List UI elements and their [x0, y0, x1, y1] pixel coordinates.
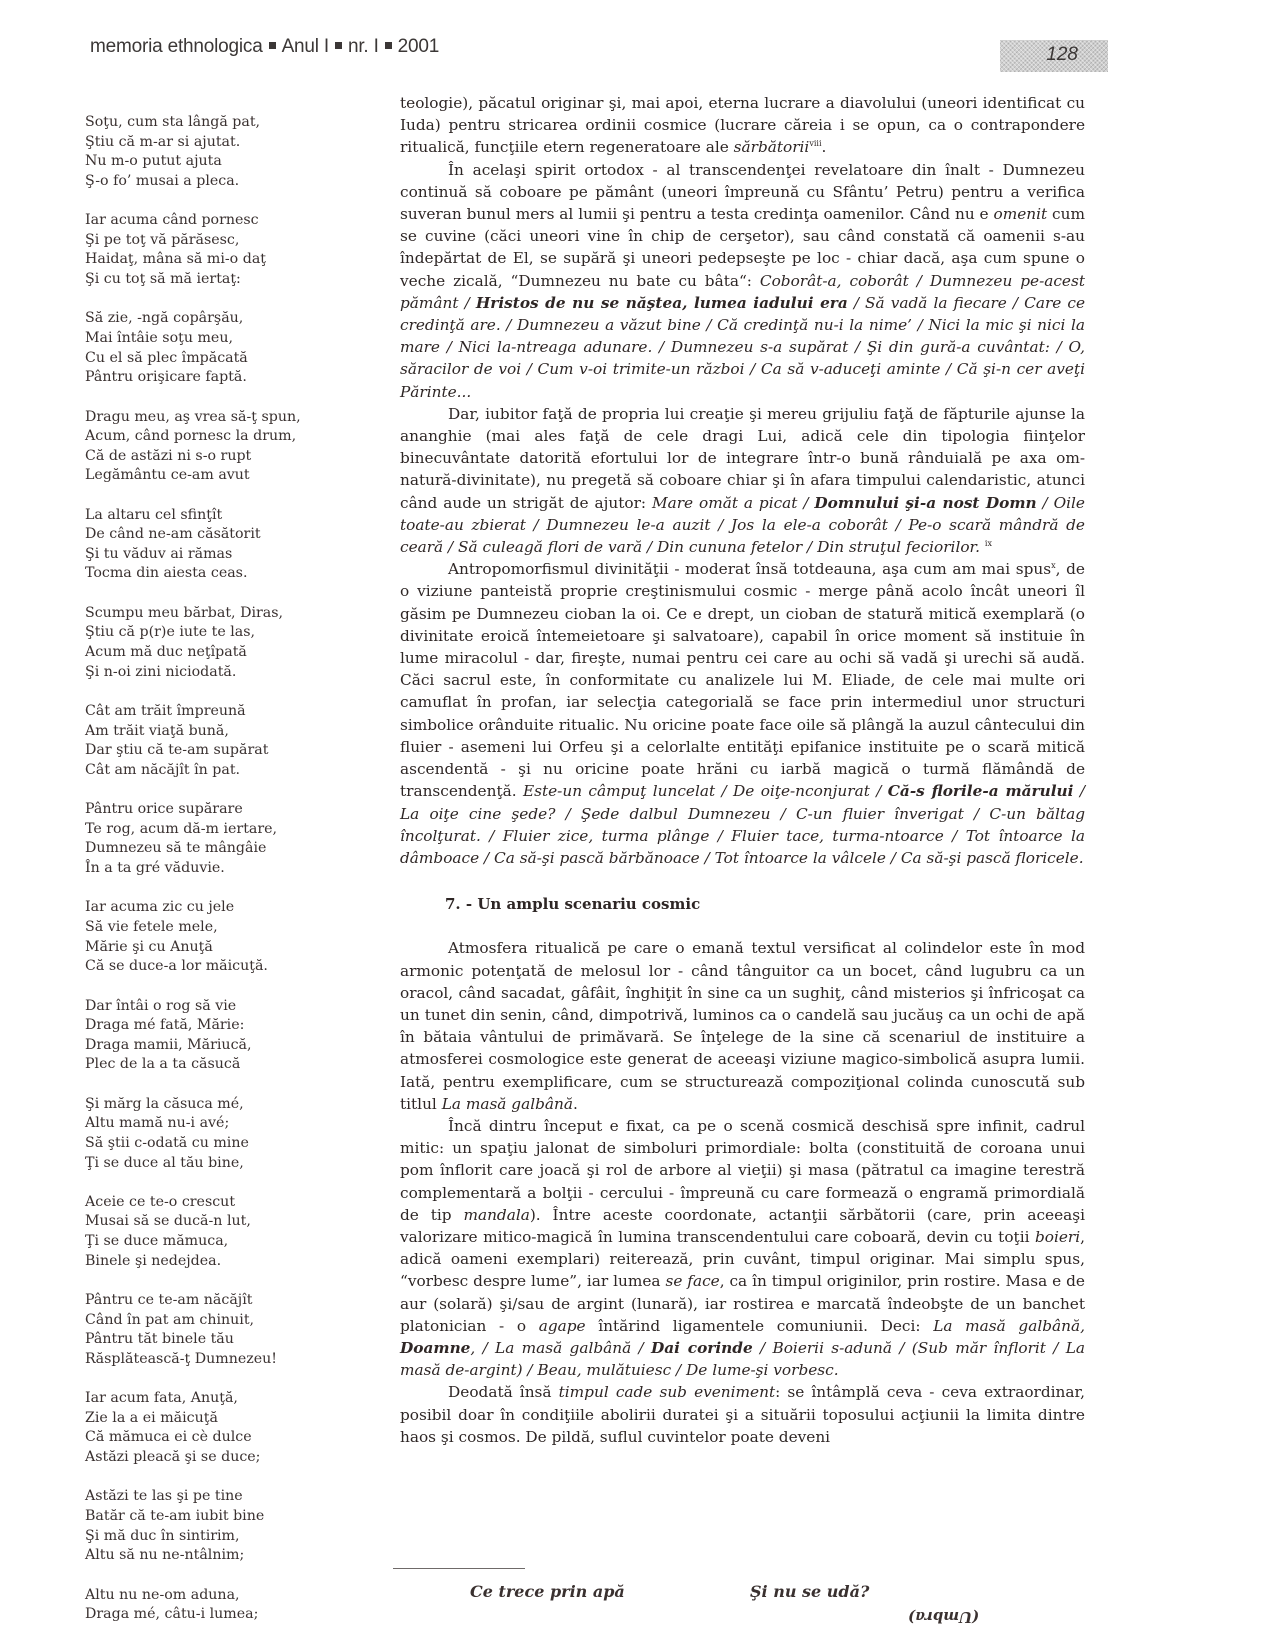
- text: , de o viziune panteistă proprie creştinismului cosmic - merge până acolo încât uneori îl găsim pe Dumnezeu cioban la oi. Ce e drept, un cioban de statură mitică exemplară (o divinitate eroică întemeietoare şi salvatoare), capabil în orice moment să instituie în lume miracolul - dar, fireşte, numai pentru cei care au ochi să vadă şi urechi să audă. Căci sacrul este, în conformitate cu analizele lui M. Eliade, de cele mai multe ori camuflat în profan, iar selecţia categorială se face prin intermediul unor structuri simbolice orânduite ritualic. Nu oricine poate face oile să plângă la auzul cântecului din fluier - asemeni lui Orfeu şi a celorlalte entităţi epifanice instituite pe o scară mitică ascendentă - şi nu oricine poate hrăni cu iarbă magică o turmă flămândă de transcendenţă.: [400, 560, 1085, 801]
- poem-line: Ştiu că m-ar si ajutat.: [85, 133, 241, 150]
- running-header: [90, 36, 439, 58]
- poem-stanza: [85, 1095, 365, 1173]
- poem-line: Scumpu meu bărbat, Diras,: [85, 604, 284, 621]
- paragraph: [400, 159, 1085, 403]
- footnote-divider: [393, 1568, 525, 1569]
- poem-line: Şi mă duc în sintirim,: [85, 1527, 240, 1544]
- paragraph: [400, 1115, 1085, 1381]
- carol-quote: Coborât-a, coborât / Dumnezeu pe-acest pământ /: [400, 271, 1085, 312]
- footnote-ref: ix: [984, 538, 992, 548]
- poem-stanza: [85, 408, 365, 486]
- poem-stanza: [85, 113, 365, 191]
- carol-quote: La masă galbână,: [933, 1316, 1085, 1335]
- poem-line: Legământu ce-am avut: [85, 467, 250, 484]
- poem-stanza: [85, 1193, 365, 1271]
- poem-stanza: [85, 211, 365, 289]
- poem-line: Dar întâi o rog să vie: [85, 997, 237, 1014]
- poem-line: De când ne-am căsătorit: [85, 526, 261, 543]
- poem-line: Cât am năcăjît în pat.: [85, 761, 241, 778]
- article-column: [400, 92, 1085, 1448]
- carol-quote: , / La masă galbână /: [470, 1338, 651, 1357]
- poem-line: Dumnezeu să te mângâie: [85, 840, 267, 857]
- poem-line: Cât am trăit împreună: [85, 703, 246, 720]
- carol-title: La masă galbână: [441, 1094, 573, 1113]
- poem-line: Tocma din aiesta ceas.: [85, 565, 248, 582]
- text: ). Între aceste coordonate, actanţii sărbătorii (care, prin aceeaşi valorizare mitico-magică în lumina transcendentului care coboară, devin cu toţii: [400, 1205, 1085, 1246]
- poem-line: Altu mamă nu-i avé;: [85, 1115, 230, 1132]
- poem-line: Mărie şi cu Anuţă: [85, 938, 213, 955]
- poem-line: Pântru orişicare faptă.: [85, 369, 247, 386]
- poem-line: Pântru tăt binele tău: [85, 1331, 234, 1348]
- poem-line: Iar acuma când pornesc: [85, 212, 259, 229]
- poem-line: Batăr că te-am iubit bine: [85, 1508, 265, 1524]
- poem-column: [85, 113, 365, 1645]
- carol-refrain: Doamne: [400, 1338, 471, 1357]
- poem-stanza: [85, 506, 365, 584]
- carol-refrain: Domnului şi-a nost Domn: [814, 493, 1037, 512]
- poem-line: Că de astăzi ni s-o rupt: [85, 447, 252, 464]
- poem-line: Răsplătească-ţ Dumnezeu!: [85, 1350, 277, 1367]
- text: .: [572, 1094, 578, 1113]
- poem-line: Dar ştiu că te-am supărat: [85, 742, 269, 759]
- poem-line: Să ştii c-odată cu mine: [85, 1134, 249, 1151]
- paragraph: [400, 558, 1085, 869]
- poem-line: Acum, când pornesc la drum,: [85, 428, 297, 445]
- italic-term: omenit: [993, 205, 1048, 224]
- poem-line: Astăzi pleacă şi se duce;: [85, 1449, 261, 1466]
- poem-stanza: [85, 1487, 365, 1565]
- section-heading: 7. - Un amplu scenariu cosmic: [445, 895, 701, 914]
- poem-stanza: [85, 1291, 365, 1369]
- poem-line: În a ta gré văduvie.: [85, 859, 225, 876]
- carol-quote: / Să vadă la fiecare / Care ce credinţă are. / Dumnezeu a văzut bine / Că credinţă nu-i la nime’ / Nici la mic şi nici la mare / Nici la-ntreaga adunare. / Dumnezeu s-a supărat / Şi din gură-a cuvântat: / O, săracilor de voi / Cum v-oi trimite-un război / Ca să v-aduceţi aminte / Că şi-n cer aveţi Părinte...: [400, 293, 1086, 401]
- paragraph: [400, 937, 1085, 1115]
- poem-line: Şi cu toţ să mă iertaţ:: [85, 270, 241, 287]
- poem-stanza: [85, 800, 365, 878]
- poem-line: Pântru orice supărare: [85, 801, 243, 818]
- carol-quote: / Boierii s-adună / (Sub măr înflorit / La masă de-argint) / Beau, mulătuiesc / De lume-şi vorbesc.: [400, 1338, 1085, 1380]
- text: , ca în timpul originilor, prin rostire. Masa e de aur (solară) şi/sau de argint (lunară), iar rostirea e marcată îndeobşte de un banchet platonician - o: [400, 1272, 1085, 1335]
- poem-line: Altu să nu ne-ntâlnim;: [85, 1547, 245, 1564]
- carol-refrain: Dai corinde: [651, 1338, 753, 1357]
- carol-quote: Mare omăt a picat /: [651, 493, 815, 512]
- poem-line: Plec de la a ta căsucă: [85, 1056, 241, 1073]
- text: cum se cuvine (căci uneori vine în chip de cerşetor), sau când constată că oamenii s-au îndepărtat de El, se supără şi uneori pedepseşte pe loc - chiar dacă, aşa cum spune o veche zicală, “Dumnezeu nu bate cu bâta“:: [400, 205, 1085, 290]
- poem-line: Te rog, acum dă-m iertare,: [85, 820, 278, 837]
- poem-line: Ţi se duce al tău bine,: [85, 1154, 244, 1171]
- poem-stanza: [85, 309, 365, 387]
- italic-term: sărbătorii: [733, 138, 810, 157]
- poem-line: Altu nu ne-om aduna,: [85, 1586, 240, 1603]
- poem-line: Astăzi te las şi pe tine: [85, 1488, 243, 1505]
- poem-line: Draga mamii, Măriucă,: [85, 1036, 252, 1053]
- poem-stanza: [85, 997, 365, 1075]
- poem-line: Că mămuca ei cè dulce: [85, 1429, 252, 1446]
- poem-line: Binele şi nedejdea.: [85, 1252, 222, 1269]
- italic-term: se face: [665, 1272, 720, 1291]
- poem-line: Nu m-o putut ajuta: [85, 153, 222, 170]
- poem-stanza: [85, 604, 365, 682]
- poem-line: Aceie ce te-o crescut: [85, 1193, 236, 1210]
- poem-stanza: [85, 1389, 365, 1467]
- text: Antropomorfismul divinităţii - moderat însă totdeauna, aşa cum am mai spus: [448, 560, 1052, 579]
- poem-line: Pântru ce te-am năcăjît: [85, 1292, 253, 1309]
- poem-line: Zie la a ei măicuţă: [85, 1409, 218, 1426]
- italic-term: timpul cade sub eveniment: [558, 1383, 776, 1402]
- text: În acelaşi spirit ortodox - al transcendenţei revelatoare din înalt - Dumnezeu continuă să coboare pe pământ (uneori împreună cu Sfântu’ Petru) pentru a verifica suveran bunul mers al lumii şi pentru a testa credinţa oamenilor. Când nu e: [400, 160, 1085, 224]
- text: teologie), păcatul originar şi, mai apoi, eterna lucrare a diavolului (uneori identificat cu Iuda) pentru stricarea ordinii cosmice (lucrare căreia i se opun, ca o contrapondere ritualică, funcţiile etern regeneratoare ale: [400, 94, 1085, 157]
- text: Încă dintru început e fixat, ca pe o scenă cosmică deschisă spre infinit, cadrul mitic: un spaţiu jalonat de simboluri primordiale: bolta (constituită de coroana unui pom înflorit care joacă şi rol de arbore al vieţii) şi masa (pătratul ca imagine terestră complementară a bolţii - cercului - împreună cu care formează o engramă primordială de tip: [400, 1116, 1085, 1224]
- poem-line: Şi pe toţ vă părăsesc,: [85, 231, 240, 248]
- poem-stanza: [85, 898, 365, 976]
- poem-line: Draga mé fată, Mărie:: [85, 1017, 245, 1034]
- paragraph: [400, 403, 1085, 558]
- poem-line: Iar acuma zic cu jele: [85, 899, 235, 916]
- poem-line: Ţi se duce mămuca,: [85, 1233, 229, 1250]
- volume-label: Anul I: [281, 36, 329, 57]
- carol-quote: / Oile toate-au zbierat / Dumnezeu le-a auzit / Jos la ele-a coborât / Pe-o scară mândră de ceară / Să culeagă flori de vară / Din cununa fetelor / Din struţul feciorilor.: [400, 493, 1085, 557]
- text: , adică oameni exemplari) reiterează, prin cuvânt, timpul originar. Mai simplu spus, “vorbesc despre lume”, iar lumea: [400, 1227, 1085, 1291]
- poem-stanza: [85, 702, 365, 780]
- year-label: 2001: [397, 36, 440, 57]
- riddle-question-part1: Ce trece prin apă: [470, 1582, 625, 1601]
- poem-line: Şi tu văduv ai rămas: [85, 545, 233, 562]
- page-number: 128: [1000, 40, 1108, 72]
- poem-stanza: [85, 1586, 365, 1625]
- poem-line: Când în pat am chinuit,: [85, 1311, 255, 1328]
- italic-term: boieri: [1034, 1227, 1081, 1246]
- journal-title: memoria ethnologica: [90, 36, 263, 57]
- poem-line: Draga mé, câtu-i lumea;: [85, 1606, 259, 1623]
- text: .: [821, 138, 827, 157]
- paragraph: [400, 92, 1085, 159]
- text: Deodată însă: [448, 1383, 559, 1402]
- poem-line: Dragu meu, aş vrea să-ţ spun,: [85, 408, 301, 425]
- poem-line: Ş-o fo’ musai a pleca.: [85, 172, 240, 189]
- footnote-ref: viii: [809, 139, 822, 149]
- italic-term: agape: [538, 1316, 586, 1335]
- poem-line: Am trăit viaţă bună,: [85, 722, 229, 739]
- square-bullet-icon: [335, 42, 342, 49]
- carol-quote: Este-un câmpuţ luncelat / De oiţe-nconjurat /: [522, 782, 888, 801]
- poem-line: La altaru cel sfinţît: [85, 506, 223, 523]
- text: Atmosfera ritualică pe care o emană textul versificat al colindelor este în mod armonic potenţată de melosul lor - când tânguitor ca un bocet, când lugubru ca un oracol, când sacadat, gâfâit, înghiţit în sine ca un sughiţ, când misterios şi înfricoşat ca un tunet din senin, când, dimpotrivă, luminos ca o candelă sau jucăuş ca un ochi de apă în bătaia vântului de primăvară. Se înţelege de la sine că scenariul de instituire a atmosferei cosmologice este generat de aceeaşi viziune magico-simbolică asupra lumii. Iată, pentru exemplificare, cum se structurează compoziţional colinda cunoscută sub titlul: [400, 939, 1085, 1113]
- poem-line: Ştiu că p(r)e iute te las,: [85, 624, 256, 641]
- poem-line: Musai să se ducă-n lut,: [85, 1213, 251, 1230]
- poem-line: Să vie fetele mele,: [85, 918, 218, 935]
- poem-line: Şi n-oi zini niciodată.: [85, 663, 237, 680]
- text: întărind ligamentele comuniunii. Deci:: [585, 1316, 934, 1335]
- carol-quote: / La oiţe cine şede? / Şede dalbul Dumnezeu / C-un fluier înverigat / C-un băltag încolţurat. / Fluier zice, turma plânge / Fluier tace, turma-ntoarce / Tot întoarce la dâmboace / Ca să-şi pască bărbănoace / Tot întoarce la vâlcele / Ca să-şi pască floricele.: [400, 782, 1085, 867]
- issue-label: nr. I: [347, 36, 379, 57]
- text: Dar, iubitor faţă de propria lui creaţie şi mereu grijuliu faţă de făpturile ajunse la ananghie (mai ales faţă de cele dragi Lui, adică cele din tipologia fiinţelor binecuvântate datorită efortului lor de integrare într-o bună rânduială pe axa om-natură-divinitate), nu pregetă să coboare chiar şi în afara timpului calendaristic, atunci când aude un strigăt de ajutor:: [400, 404, 1085, 512]
- poem-line: Haidaţ, mâna să mi-o daţ: [85, 251, 266, 268]
- square-bullet-icon: [385, 42, 392, 49]
- riddle-answer-inverted: (Umbra): [908, 1608, 980, 1626]
- poem-line: Că se duce-a lor măicuţă.: [85, 958, 268, 975]
- poem-line: Să zie, -ngă copârşău,: [85, 310, 244, 327]
- carol-refrain: Că-s florile-a mărului: [887, 782, 1074, 801]
- footnote-ref: x: [1051, 561, 1056, 571]
- riddle-question-part2: Şi nu se udă?: [750, 1582, 870, 1601]
- poem-line: Şi mărg la căsuca mé,: [85, 1095, 244, 1112]
- poem-line: Acum mă duc neţîpată: [85, 644, 247, 661]
- carol-refrain: Hristos de nu se năştea, lumea iadului era: [475, 293, 848, 312]
- italic-term: mandala: [463, 1205, 530, 1224]
- poem-line: Cu el să plec împăcată: [85, 349, 248, 366]
- poem-line: Mai întâie soţu meu,: [85, 329, 233, 346]
- square-bullet-icon: [269, 42, 276, 49]
- poem-line: Iar acum fata, Anuţă,: [85, 1390, 238, 1407]
- text: : se întâmplă ceva - ceva extraordinar, posibil doar în condiţiile abolirii duratei şi a situării toposului acţiunii la limita dintre haos şi cosmos. De pildă, suflul cuvintelor poate deveni: [400, 1383, 1085, 1446]
- poem-line: Soţu, cum sta lângă pat,: [85, 114, 261, 130]
- paragraph: [400, 1381, 1085, 1448]
